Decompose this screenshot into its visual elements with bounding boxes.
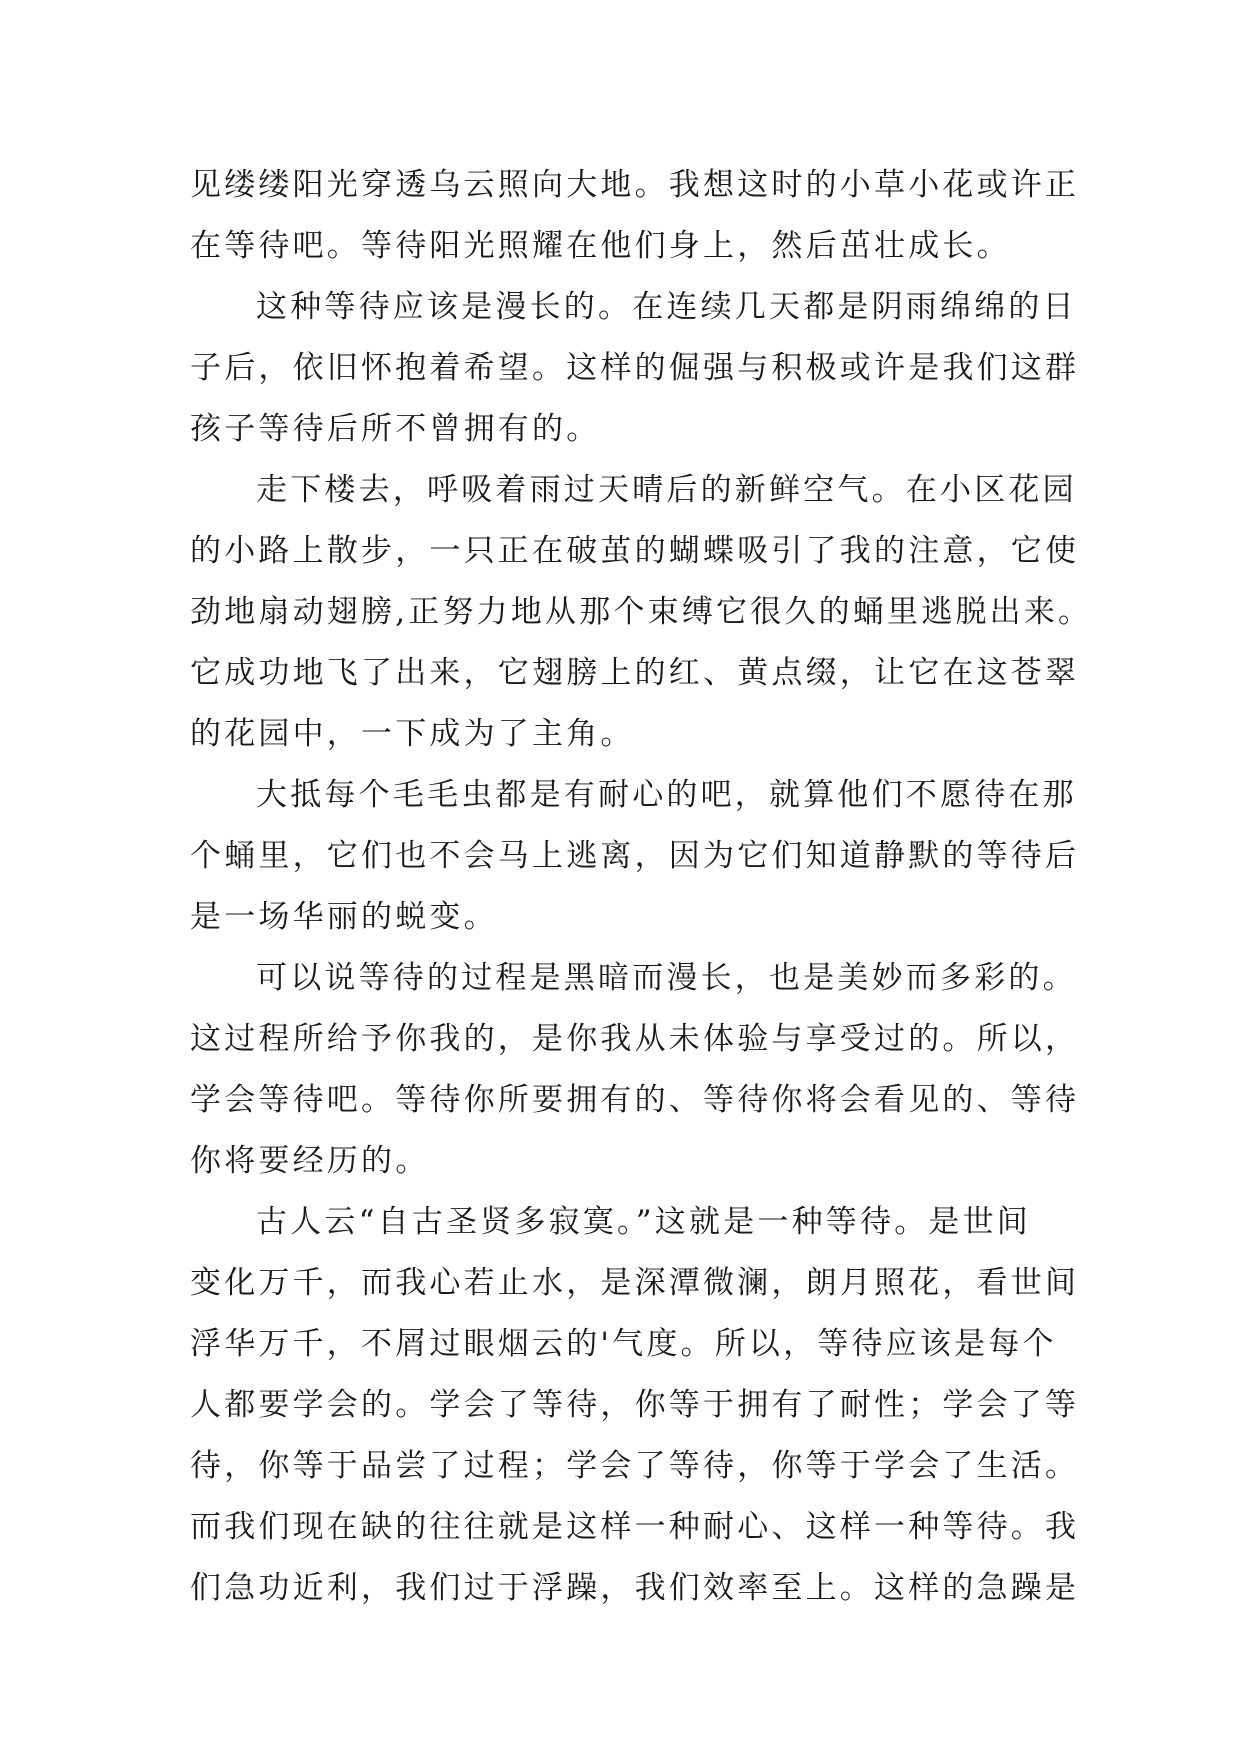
- text-line: 个蛹里，它们也不会马上逃离，因为它们知道静默的等待后: [190, 838, 1080, 874]
- text-line: 而我们现在缺的往往就是这样一种耐心、这样一种等待。我: [190, 1509, 1080, 1545]
- text-line: 孩子等待后所不曾拥有的。: [190, 411, 601, 447]
- text-line: 浮华万千，不屑过眼烟云的'气度。所以，等待应该是每个: [190, 1326, 1057, 1362]
- text-line: 变化万千，而我心若止水，是深潭微澜，朗月照花，看世间: [190, 1265, 1080, 1301]
- text-line: 子后，依旧怀抱着希望。这样的倔强与积极或许是我们这群: [190, 350, 1080, 386]
- text-line: 它成功地飞了出来，它翅膀上的红、黄点缀，让它在这苍翠: [190, 655, 1080, 691]
- paragraph-start-line: 大抵每个毛毛虫都是有耐心的吧，就算他们不愿待在那: [256, 777, 1077, 813]
- text-line: 待，你等于品尝了过程；学会了等待，你等于学会了生活。: [190, 1448, 1080, 1484]
- paragraph-start-line: 走下楼去，呼吸着雨过天晴后的新鲜空气。在小区花园: [256, 472, 1077, 508]
- paragraph-start-line: 古人云“自古圣贤多寂寞。”这就是一种等待。是世间: [256, 1204, 1031, 1240]
- text-line: 见缕缕阳光穿透乌云照向大地。我想这时的小草小花或许正: [190, 167, 1080, 203]
- text-line: 们急功近利，我们过于浮躁，我们效率至上。这样的急躁是: [190, 1570, 1080, 1606]
- text-line: 的小路上散步，一只正在破茧的蝴蝶吸引了我的注意，它使: [190, 533, 1080, 569]
- text-line: 劲地扇动翅膀,正努力地从那个束缚它很久的蛹里逃脱出来。: [190, 594, 1093, 630]
- paragraph-start-line: 可以说等待的过程是黑暗而漫长，也是美妙而多彩的。: [256, 960, 1077, 996]
- article-body: [190, 155, 1093, 1619]
- text-line: 的花园中，一下成为了主角。: [190, 716, 635, 752]
- text-line: 这过程所给予你我的，是你我从未体验与享受过的。所以，: [190, 1021, 1080, 1057]
- text-line: 学会等待吧。等待你所要拥有的、等待你将会看见的、等待: [190, 1082, 1080, 1118]
- text-line: 你将要经历的。: [190, 1143, 430, 1179]
- text-line: 是一场华丽的蜕变。: [190, 899, 498, 935]
- text-line: 在等待吧。等待阳光照耀在他们身上，然后茁壮成长。: [190, 228, 1011, 264]
- paragraph-start-line: 这种等待应该是漫长的。在连续几天都是阴雨绵绵的日: [256, 289, 1077, 325]
- text-line: 人都要学会的。学会了等待，你等于拥有了耐性；学会了等: [190, 1387, 1080, 1423]
